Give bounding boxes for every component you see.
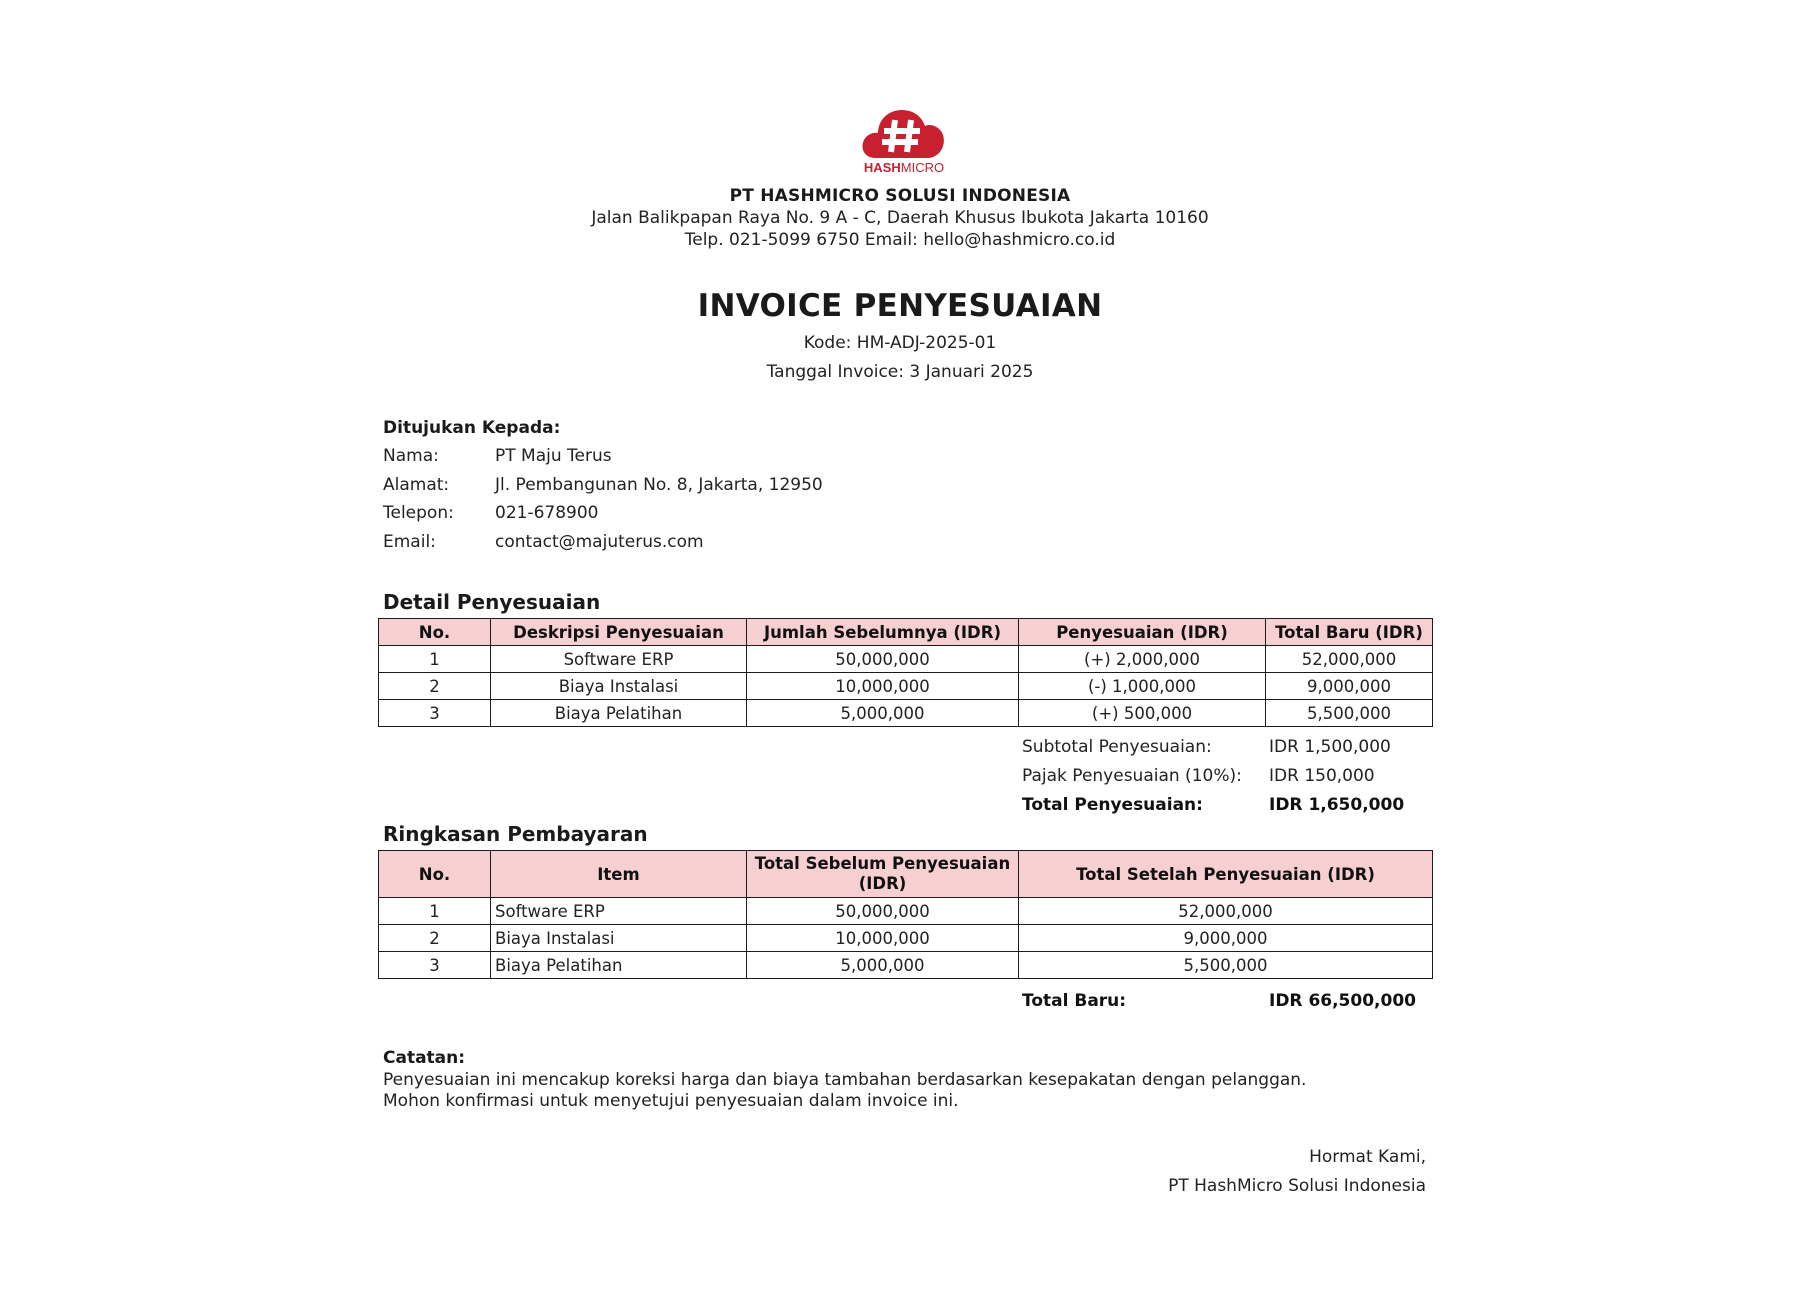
table-cell: (+) 500,000 xyxy=(1019,700,1266,727)
column-header: Total Sebelum Penyesuaian (IDR) xyxy=(747,851,1019,898)
column-header: Penyesuaian (IDR) xyxy=(1019,619,1266,646)
recipient-label: Nama: xyxy=(383,446,439,466)
table-cell: 5,000,000 xyxy=(747,952,1019,979)
notes-text: Penyesuaian ini mencakup koreksi harga dan biaya tambahan berdasarkan kesepakatan dengan pelanggan. xyxy=(383,1070,1307,1090)
table-cell: 2 xyxy=(379,925,491,952)
table-cell: Software ERP xyxy=(491,898,747,925)
notes-heading: Catatan: xyxy=(383,1048,466,1068)
summary-section-title: Ringkasan Pembayaran xyxy=(383,822,648,846)
subtotal-value: IDR 1,500,000 xyxy=(1269,737,1391,757)
signoff-company: PT HashMicro Solusi Indonesia xyxy=(1168,1176,1426,1196)
table-row xyxy=(379,952,1433,979)
logo-text-bold: HASH xyxy=(863,160,901,175)
table-cell: 10,000,000 xyxy=(747,925,1019,952)
invoice-title: INVOICE PENYESUAIAN xyxy=(697,288,1103,324)
detail-section-title: Detail Penyesuaian xyxy=(383,590,601,614)
table-cell: Biaya Pelatihan xyxy=(491,700,747,727)
table-cell: Biaya Instalasi xyxy=(491,925,747,952)
invoice-date: Tanggal Invoice: 3 Januari 2025 xyxy=(766,362,1034,382)
column-header: No. xyxy=(379,851,491,898)
table-cell: 2 xyxy=(379,673,491,700)
table-cell: 9,000,000 xyxy=(1266,673,1433,700)
grand-total-value: IDR 66,500,000 xyxy=(1269,991,1416,1011)
cloud-icon xyxy=(863,110,944,158)
logo-text-light: MICRO xyxy=(900,160,945,175)
table-cell: (+) 2,000,000 xyxy=(1019,646,1266,673)
recipient-label: Email: xyxy=(383,532,436,552)
summary-table xyxy=(378,850,1433,979)
table-cell: Biaya Pelatihan xyxy=(491,952,747,979)
table-cell: 9,000,000 xyxy=(1019,925,1433,952)
table-cell: 52,000,000 xyxy=(1266,646,1433,673)
table-cell: 10,000,000 xyxy=(747,673,1019,700)
hashmicro-logo xyxy=(856,98,952,176)
table-row xyxy=(379,700,1433,727)
table-cell: 50,000,000 xyxy=(747,646,1019,673)
table-row xyxy=(379,646,1433,673)
table-header-row xyxy=(379,851,1433,898)
table-cell: 5,000,000 xyxy=(747,700,1019,727)
company-name: PT HASHMICRO SOLUSI INDONESIA xyxy=(729,186,1071,206)
total-adjustment-value: IDR 1,650,000 xyxy=(1269,795,1405,815)
recipient-value: PT Maju Terus xyxy=(495,446,612,466)
notes-text: Mohon konfirmasi untuk menyetujui penyesuaian dalam invoice ini. xyxy=(383,1091,959,1111)
table-cell: Software ERP xyxy=(491,646,747,673)
svg-text:HASHMICRO xyxy=(864,160,944,175)
signoff-greeting: Hormat Kami, xyxy=(1309,1147,1426,1167)
table-cell: (-) 1,000,000 xyxy=(1019,673,1266,700)
table-row xyxy=(379,898,1433,925)
recipient-label: Telepon: xyxy=(383,503,454,523)
table-cell: 1 xyxy=(379,898,491,925)
table-header-row xyxy=(379,619,1433,646)
recipient-label: Alamat: xyxy=(383,475,450,495)
column-header: Item xyxy=(491,851,747,898)
invoice-code: Kode: HM-ADJ-2025-01 xyxy=(803,333,997,353)
column-header: No. xyxy=(379,619,491,646)
table-cell: 50,000,000 xyxy=(747,898,1019,925)
table-cell: Biaya Instalasi xyxy=(491,673,747,700)
column-header: Deskripsi Penyesuaian xyxy=(491,619,747,646)
recipient-value: 021-678900 xyxy=(495,503,599,523)
total-adjustment-label: Total Penyesuaian: xyxy=(1022,795,1203,815)
recipient-value: contact@majuterus.com xyxy=(495,532,704,552)
recipient-value: Jl. Pembangunan No. 8, Jakarta, 12950 xyxy=(495,475,823,495)
table-cell: 3 xyxy=(379,952,491,979)
table-cell: 1 xyxy=(379,646,491,673)
company-contact: Telp. 021-5099 6750 Email: hello@hashmicro.co.id xyxy=(684,230,1116,250)
column-header: Total Baru (IDR) xyxy=(1266,619,1433,646)
tax-value: IDR 150,000 xyxy=(1269,766,1375,786)
column-header: Total Setelah Penyesuaian (IDR) xyxy=(1019,851,1433,898)
table-row xyxy=(379,925,1433,952)
tax-label: Pajak Penyesuaian (10%): xyxy=(1022,766,1242,786)
column-header: Jumlah Sebelumnya (IDR) xyxy=(747,619,1019,646)
table-cell: 52,000,000 xyxy=(1019,898,1433,925)
table-row xyxy=(379,673,1433,700)
table-cell: 5,500,000 xyxy=(1266,700,1433,727)
subtotal-label: Subtotal Penyesuaian: xyxy=(1022,737,1212,757)
company-address: Jalan Balikpapan Raya No. 9 A - C, Daerah Khusus Ibukota Jakarta 10160 xyxy=(591,208,1209,228)
table-cell: 3 xyxy=(379,700,491,727)
table-cell: 5,500,000 xyxy=(1019,952,1433,979)
detail-table xyxy=(378,618,1433,727)
recipient-heading: Ditujukan Kepada: xyxy=(383,418,561,438)
grand-total-label: Total Baru: xyxy=(1022,991,1127,1011)
